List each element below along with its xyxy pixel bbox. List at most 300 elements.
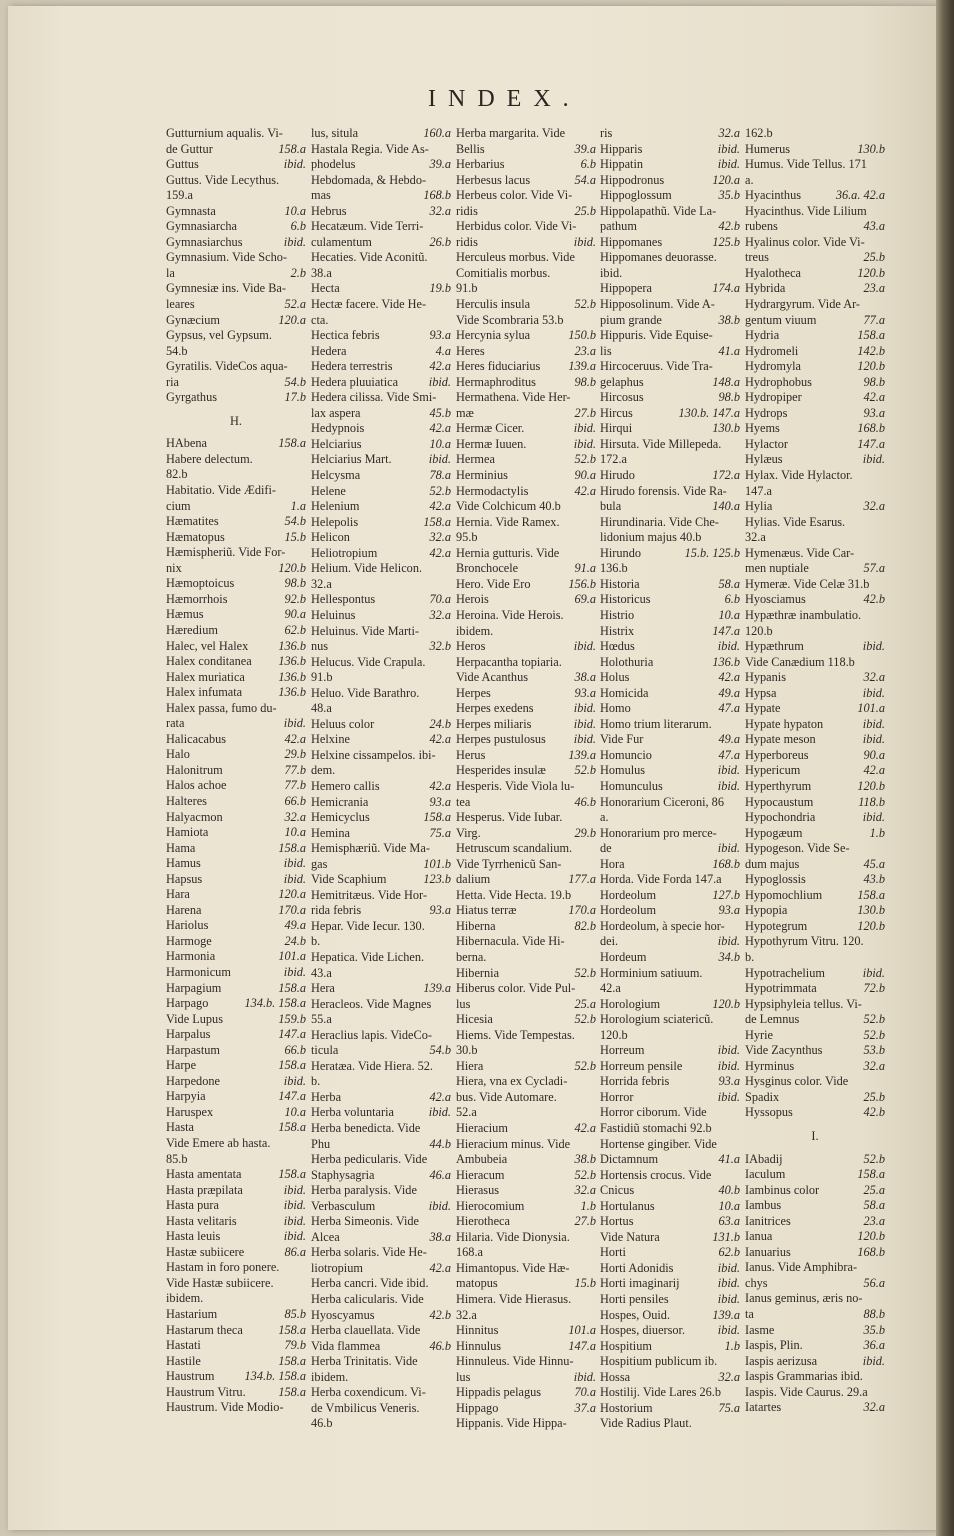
index-entry: Hepatica. Vide Lichen. (311, 949, 425, 964)
index-entry: 162.b (745, 126, 773, 140)
index-entry: 91.b (456, 281, 478, 296)
index-entry: 54.b Hæmatites (166, 514, 306, 529)
index-entry: 42.a Hedypnois (311, 421, 451, 436)
index-entry: ibid. Hamus (166, 856, 306, 871)
index-entry: ibid. Herba voluntaria (311, 1105, 451, 1120)
index-entry: 26.b culamentum (311, 234, 451, 249)
index-entry: 42.a Helxine (311, 732, 451, 747)
index-entry: 36.a. 42.a Hyacinthus (745, 188, 885, 203)
index-entry: 101.a Hypate (745, 701, 885, 716)
index-entry: 136.b Halex infumata (166, 685, 306, 700)
index-entry: 52.b Hiera (456, 1058, 596, 1073)
index-entry: 10.a Gymnasta (166, 203, 306, 218)
index-entry: Herbidus color. Vide Vi- (456, 219, 577, 234)
index-entry: ibid. de (600, 841, 740, 856)
index-entry: 66.b Halteres (166, 793, 306, 808)
index-entry: 42.b Hyosciamus (745, 592, 885, 607)
index-entry: 125.b Hippomanes (600, 234, 740, 249)
index-entry: Hircoceruus. Vide Tra- (600, 359, 713, 374)
index-entry: 52.b Hesperides insulæ (456, 763, 596, 778)
index-entry: Homo trium literarum. (600, 716, 712, 731)
index-entry: 158.a Hasta amentata (166, 1167, 306, 1182)
index-entry: 4.a Hedera (311, 343, 451, 358)
index-entry: 139.a Heres fiduciarius (456, 359, 596, 374)
index-entry: 32.a (311, 576, 332, 591)
index-entry: 98.b Hydrophobus (745, 374, 885, 389)
index-entry: ibid. Hedera pluuiatica (311, 374, 451, 389)
index-entry: 58.a Iambus (745, 1198, 885, 1213)
index-entry: Himantopus. Vide Hæ- (456, 1260, 570, 1275)
index-entry: 170.a Hiatus terræ (456, 903, 596, 918)
index-entry: 98.b Hermaphroditus (456, 374, 596, 389)
index-entry: Hostilij. Vide Lares 26.b (600, 1385, 721, 1400)
index-entry: 38.b Ambubeia (456, 1152, 596, 1167)
index-entry: 10.a Haruspex (166, 1104, 306, 1119)
index-entry: 159.b Vide Lupus (166, 1011, 306, 1026)
index-entry: Hesperis. Vide Viola lu- (456, 778, 575, 793)
index-entry: 120.a Hara (166, 887, 306, 902)
index-entry: 43.a (311, 965, 332, 980)
index-entry: 32.a Hebrus (311, 203, 451, 218)
index-entry: ibid. ridis (456, 234, 596, 249)
index-entry: Herba pedicularis. Vide (311, 1152, 428, 1167)
index-entry: 150.b Hercynia sylua (456, 328, 596, 343)
index-entry: Herba Trinitatis. Vide (311, 1354, 418, 1369)
index-entry: ibid. Hermæ Iuuen. (456, 436, 596, 451)
index-entry: 56.a chys (745, 1275, 885, 1290)
index-entry: ibid. Hippatin (600, 157, 740, 172)
index-entry: 54.b ria (166, 374, 306, 389)
index-entry: 43.a rubens (745, 219, 885, 234)
index-entry: ibidem. (456, 623, 494, 638)
index-entry: Honorarium Ciceroni, 86 (600, 794, 724, 809)
index-entry: 42.a Hypericum (745, 763, 885, 778)
index-entry: 158.a Iaculum (745, 1167, 885, 1182)
index-entry: ibid. Horror (600, 1089, 740, 1104)
index-entry: b. (311, 934, 321, 949)
index-entry: 70.a Hellespontus (311, 592, 451, 607)
index-entry: 123.b Vide Scaphium (311, 872, 451, 887)
index-entry: 32.a Halyacmon (166, 809, 306, 824)
index-entry: 45.a dum majus (745, 856, 885, 871)
index-entry: b. (745, 949, 755, 964)
index-entry: 42.a Hieracium (456, 1121, 596, 1135)
index-entry: 32.a Hierasus (456, 1183, 596, 1198)
index-entry: 93.a Hectica febris (311, 328, 451, 343)
index-entry: ibid. Hypotrachelium (745, 965, 885, 980)
index-entry: Vide Tyrrhenicũ San- (456, 856, 562, 871)
index-entry: 130.b. 147.a Hircus (600, 405, 740, 420)
index-entry: 32.a (745, 530, 766, 545)
index-entry: ibid. Homulus (600, 763, 740, 778)
index-entry: Herba clauellata. Vide (311, 1323, 421, 1338)
index-entry: 147.a (745, 483, 772, 498)
index-column-5 (745, 126, 885, 1416)
index-entry: 88.b ta (745, 1307, 885, 1322)
index-entry: 147.a Harpalus (166, 1027, 306, 1042)
index-entry: ibid. Hapsus (166, 871, 306, 886)
index-entry: 54.b ticula (311, 1043, 451, 1058)
index-entry: 6.b Historicus (600, 592, 740, 607)
index-entry: Horda. Vide Forda 147.a (600, 872, 722, 887)
index-entry: Hernia. Vide Ramex. (456, 514, 560, 529)
index-entry: 170.a Harena (166, 902, 306, 917)
index-entry: Herba coxendicum. Vi- (311, 1385, 426, 1400)
index-entry: 69.a Herois (456, 592, 596, 607)
index-entry: Vide Scombraria 53.b (456, 312, 564, 327)
index-entry: Hospitium publicum ib. (600, 1354, 718, 1369)
index-entry: 42.a (600, 981, 621, 996)
index-entry: 130.b Humerus (745, 141, 885, 156)
index-entry: 25.a lus (456, 996, 596, 1011)
index-entry: Heluo. Vide Barathro. (311, 685, 420, 700)
index-column-3 (456, 126, 596, 1432)
index-entry: 39.a Bellis (456, 141, 596, 156)
index-entry: Hirudo forensis. Vide Ra- (600, 483, 727, 498)
index-entry: 172.a Hirudo (600, 468, 740, 483)
index-entry: 140.a bula (600, 499, 740, 514)
index-entry: Herba cancri. Vide ibid. (311, 1276, 429, 1291)
index-entry: 35.b Hippoglossum (600, 188, 740, 203)
index-entry: Comitialis morbus. (456, 265, 551, 280)
index-entry: 42.a Herba (311, 1089, 451, 1104)
index-entry: Vide Hastæ subiicere. (166, 1275, 274, 1290)
index-entry: 17.b Gyrgathus (166, 390, 306, 405)
index-entry: 120.b Hydromyla (745, 359, 885, 374)
index-entry: 15.b matopus (456, 1276, 596, 1291)
index-entry: Hebdomada, & Hebdo- (311, 172, 427, 187)
index-entry: 160.a lus, situla (311, 126, 451, 140)
index-entry: 43.b Hypoglossis (745, 872, 885, 887)
index-entry: Hortensis crocus. Vide (600, 1167, 712, 1182)
index-column-1 (166, 126, 306, 1416)
index-entry: Heracleos. Vide Magnes (311, 996, 432, 1011)
index-entry: 52.a leares (166, 297, 306, 312)
index-entry: ibid. Hypate meson (745, 732, 885, 747)
index-entry: Herba benedicta. Vide (311, 1121, 421, 1135)
index-entry: 52.b Herculis insula (456, 297, 596, 312)
index-entry: Horologium sciatericũ. (600, 1012, 714, 1027)
index-entry: 25.a Iambinus color (745, 1182, 885, 1197)
index-entry: Haustrum. Vide Modio- (166, 1400, 284, 1415)
index-entry: ibid. Hospes, diuersor. (600, 1323, 740, 1338)
index-entry: ibid. Guttus (166, 157, 306, 172)
index-entry: 38.a Vide Acanthus (456, 670, 596, 685)
index-entry: Hastam in foro ponere. (166, 1260, 280, 1275)
index-entry: ibid. Hermæ Cicer. (456, 421, 596, 436)
section-heading: I. (811, 1129, 819, 1143)
index-entry: 139.a Herus (456, 747, 596, 762)
index-entry: 32.a Hylia (745, 499, 885, 514)
index-entry: 101.a Hinnitus (456, 1323, 596, 1338)
index-entry: 32.a Heluinus (311, 607, 451, 622)
index-entry: 1.b Hierocomium (456, 1198, 596, 1213)
index-entry: 75.a Hostorium (600, 1400, 740, 1415)
index-entry: Hemisphæriũ. Vide Ma- (311, 841, 430, 856)
index-entry: ibid. rata (166, 716, 306, 731)
index-entry: 54.a Herbesus lacus (456, 172, 596, 187)
index-entry: 58.a Historia (600, 576, 740, 591)
index-entry: Hæmispheriũ. Vide For- (166, 545, 286, 560)
index-entry: Gymnesiæ ins. Vide Ba- (166, 281, 286, 296)
index-entry: 52.b Hicesia (456, 1012, 596, 1027)
index-entry: ibid. Horreum pensile (600, 1058, 740, 1073)
index-entry: 30.b (456, 1043, 478, 1058)
index-entry: 174.a Hippopera (600, 281, 740, 296)
index-entry: ibid. Helciarius Mart. (311, 452, 451, 467)
index-entry: 52.b Hyrie (745, 1027, 885, 1042)
index-entry: 79.b Hastati (166, 1338, 306, 1353)
index-entry: 101.b gas (311, 856, 451, 871)
index-entry: 46.b (311, 1416, 333, 1431)
index-entry: ibidem. (311, 1369, 349, 1384)
index-entry: 1.a cium (166, 498, 306, 513)
index-entry: ibidem. (166, 1291, 204, 1306)
index-entry: 130.b Hirqui (600, 421, 740, 436)
index-entry: ibid. Horti pensiles (600, 1292, 740, 1307)
index-entry: Gymnasium. Vide Scho- (166, 250, 287, 265)
index-entry: ibid. Gymnasiarchus (166, 234, 306, 249)
index-entry: 2.b la (166, 265, 306, 280)
index-entry: ibid. Horti Adonidis (600, 1260, 740, 1275)
index-entry: 1.b Hypogæum (745, 825, 885, 840)
index-entry: 118.b Hypocaustum (745, 794, 885, 809)
index-entry: bus. Vide Automare. (456, 1089, 557, 1104)
index-entry: ibid. Herpes pustulosus (456, 732, 596, 747)
index-entry: Hippolapathũ. Vide La- (600, 203, 717, 218)
index-entry: 38.b pium grande (600, 312, 740, 327)
index-entry: 158.a Hypomochlium (745, 887, 885, 902)
index-entry: Hectæ facere. Vide He- (311, 297, 427, 312)
index-entry: Vide Canædium 118.b (745, 654, 855, 669)
index-entry: 93.a Hemicrania (311, 794, 451, 809)
index-entry: cta. (311, 312, 329, 327)
index-column-4 (600, 126, 740, 1432)
index-entry: Hypothyrum Vitru. 120. (745, 934, 864, 949)
index-entry: Vide Colchicum 40.b (456, 499, 561, 514)
index-entry: 29.b Virg. (456, 825, 596, 840)
index-entry: ibid. Hasta pura (166, 1198, 306, 1213)
index-entry: lidonium majus 40.b (600, 530, 702, 545)
index-entry: 32.a Helicon (311, 530, 451, 545)
index-entry: 52.b Hieracum (456, 1167, 596, 1182)
index-entry: 168.b Ianuarius (745, 1244, 885, 1259)
index-entry: 38.a (311, 265, 332, 280)
index-entry: 98.b Hæmoptoicus (166, 576, 306, 591)
index-entry: 32.b nus (311, 639, 451, 654)
index-entry: Hortense gingiber. Vide (600, 1136, 717, 1151)
index-entry: Herba Simeonis. Vide (311, 1214, 419, 1229)
index-entry: a. (745, 172, 754, 187)
index-entry: Heroina. Vide Herois. (456, 607, 564, 622)
index-entry: 158.a Helepolis (311, 514, 451, 529)
index-entry: 42.a Halicacabus (166, 731, 306, 746)
index-entry: Hylax. Vide Hylactor. (745, 468, 853, 483)
index-entry: 90.a Hæmus (166, 607, 306, 622)
index-entry: 168.b Hora (600, 856, 740, 871)
index-entry: 120.b (600, 1027, 628, 1042)
index-entry: 38.a Alcea (311, 1229, 451, 1244)
index-entry: 45.b lax aspera (311, 405, 451, 420)
index-entry: 49.a Homicida (600, 685, 740, 700)
index-entry: 120.b Ianua (745, 1229, 885, 1244)
index-entry: 70.a Hippadis pelagus (456, 1385, 596, 1400)
index-entry: 6.b Gymnasiarcha (166, 219, 306, 234)
index-entry: ibid. Hypæthrum (745, 639, 885, 654)
index-entry: Helucus. Vide Crapula. (311, 654, 426, 669)
index-entry: 32.a (456, 1307, 477, 1322)
index-entry: Heratæa. Vide Hiera. 52. (311, 1058, 433, 1073)
index-entry: 25.b ridis (456, 203, 596, 218)
index-entry: 91.a Bronchocele (456, 561, 596, 576)
index-entry: 72.b Hypotrimmata (745, 981, 885, 996)
index-entry: 120.a Gynæcium (166, 312, 306, 327)
index-entry: ibid. Hasta præpilata (166, 1182, 306, 1197)
index-entry: Habitatio. Vide Ædifi- (166, 483, 277, 498)
index-entry: Horminium satiuum. (600, 965, 703, 980)
index-entry: 158.a de Guttur (166, 141, 306, 156)
index-entry: 168.b mas (311, 188, 451, 203)
index-entry: ibid. Hasta leuis (166, 1229, 306, 1244)
index-entry: 6.b Herbarius (456, 157, 596, 172)
index-entry: 147.a Hylactor (745, 436, 885, 451)
index-entry: 41.a Dictamnum (600, 1152, 740, 1167)
index-entry: 158.a Hastile (166, 1353, 306, 1368)
index-entry: Hiems. Vide Tempestas. (456, 1027, 575, 1042)
index-entry: 90.a Herminius (456, 468, 596, 483)
index-entry: 25.b Spadix (745, 1089, 885, 1104)
index-entry: Hydrargyrum. Vide Ar- (745, 297, 861, 312)
index-entry: 120.b Hyalotheca (745, 265, 885, 280)
index-entry: ibid. dei. (600, 934, 740, 949)
index-entry: 32.a Hossa (600, 1369, 740, 1384)
index-entry: Hordeolum, à specie hor- (600, 918, 725, 933)
index-entry: 52.b IAbadij (745, 1151, 885, 1166)
index-entry: 48.a (311, 701, 332, 716)
index-entry: 130.b Hypopia (745, 903, 885, 918)
index-entry: 55.a (311, 1012, 332, 1027)
index-entry: Hippanis. Vide Hippa- (456, 1416, 567, 1431)
index-entry: 136.b Halex muriatica (166, 669, 306, 684)
index-entry: 168.b Hyems (745, 421, 885, 436)
index-entry: 52.b de Lemnus (745, 1012, 885, 1027)
index-entry: 136.b Halex conditanea (166, 654, 306, 669)
index-entry: 15.b Hæmatopus (166, 529, 306, 544)
index-entry: 34.b Hordeum (600, 949, 740, 964)
index-entry: 158.a Hasta (166, 1120, 306, 1135)
index-entry: 158.a Hama (166, 840, 306, 855)
index-entry: 158.a HAbena (166, 436, 306, 451)
index-entry: 136.b (600, 561, 628, 576)
index-entry: Gutturnium aqualis. Vi- (166, 126, 283, 140)
index-entry: Hilaria. Vide Dionysia. (456, 1229, 570, 1244)
index-entry: ibid. Harpedone (166, 1073, 306, 1088)
index-entry: 147.a Histrix (600, 623, 740, 638)
index-entry: 93.a Hydrops (745, 405, 885, 420)
index-entry: 42.a Holus (600, 670, 740, 685)
index-entry: ibid. Harmonicum (166, 964, 306, 979)
index-entry: 93.a rida febris (311, 903, 451, 918)
index-entry: 42.b pathum (600, 219, 740, 234)
index-entry: 46.b tea (456, 794, 596, 809)
index-entry: Herbeus color. Vide Vi- (456, 188, 573, 203)
index-entry: Hetruscum scandalium. (456, 841, 573, 856)
index-entry: 156.b Hero. Vide Ero (456, 576, 596, 591)
index-entry: Hetta. Vide Hecta. 19.b (456, 887, 572, 902)
index-entry: 148.a gelaphus (600, 374, 740, 389)
index-entry: 93.a Herpes (456, 685, 596, 700)
index-entry: 39.a phodelus (311, 157, 451, 172)
index-entry: 10.a Hortulanus (600, 1198, 740, 1213)
index-entry: Hecaties. Vide Aconitũ. (311, 250, 428, 265)
index-entry: Horror ciborum. Vide (600, 1105, 707, 1120)
index-entry: Hypsiphyleia tellus. Vi- (745, 996, 862, 1011)
index-entry: 172.a (600, 452, 627, 467)
index-entry: 40.b Cnicus (600, 1183, 740, 1198)
index-entry: 158.a Hydria (745, 328, 885, 343)
index-entry: Hesperus. Vide Iubar. (456, 810, 563, 825)
index-entry: Herba margarita. Vide (456, 126, 566, 140)
index-entry: 82.b Hiberna (456, 918, 596, 933)
index-entry: Hippuris. Vide Equise- (600, 328, 713, 343)
index-entry: Ianus. Vide Amphibra- (745, 1260, 858, 1275)
index-entry: 42.a Heliotropium (311, 545, 451, 560)
index-entry: Herpacantha topiaria. (456, 654, 562, 669)
index-entry: ibid. Herpes miliaris (456, 716, 596, 731)
index-entry: 120.a Hippodronus (600, 172, 740, 187)
index-entry: 131.b Vide Natura (600, 1229, 740, 1244)
index-entry: 92.b Hæmorrhois (166, 591, 306, 606)
index-entry: 32.a Iatartes (745, 1400, 885, 1415)
index-entry: ibid. Verbasculum (311, 1198, 451, 1213)
index-entry: 32.a ris (600, 126, 740, 140)
index-entry: 177.a dalium (456, 872, 596, 887)
index-entry: 52.b Hermea (456, 452, 596, 467)
index-entry: Hinnuleus. Vide Hinnu- (456, 1354, 574, 1369)
index-entry: 77.b Halos achoe (166, 778, 306, 793)
section-heading: H. (230, 413, 242, 428)
index-entry: ibid. Heros (456, 639, 596, 654)
index-entry: 158.a Hastarum theca (166, 1322, 306, 1337)
index-entry: Herculeus morbus. Vide (456, 250, 575, 265)
index-entry: de Vmbilicus Veneris. (311, 1400, 420, 1415)
index-entry: 159.a (166, 188, 193, 203)
index-entry: berna. (456, 949, 487, 964)
index-entry: 82.b (166, 467, 188, 482)
index-entry: 158.a Hemicyclus (311, 810, 451, 825)
index-entry: Habere delectum. (166, 451, 253, 466)
index-entry: b. (311, 1074, 321, 1089)
index-entry: ibid. Iaspis aerizusa (745, 1353, 885, 1368)
index-entry: 10.a Histrio (600, 607, 740, 622)
index-entry: Gypsus, vel Gypsum. (166, 328, 272, 343)
book-fore-edge (936, 0, 954, 1536)
index-entry: 47.a Homo (600, 701, 740, 716)
index-entry: Hymeræ. Vide Celæ 31.b (745, 576, 870, 591)
index-entry: ibid. Hypochondria (745, 810, 885, 825)
index-entry: Hypogeson. Vide Se- (745, 841, 850, 856)
index-entry: 62.b Hæredium (166, 622, 306, 637)
index-entry: 25.b treus (745, 250, 885, 265)
index-entry: ibid. Hypsa (745, 685, 885, 700)
index-entry: 52.b Helene (311, 483, 451, 498)
index-entry: 10.a Hamiota (166, 825, 306, 840)
index-entry: Hipposolinum. Vide A- (600, 297, 715, 312)
page-title: INDEX. (428, 86, 581, 112)
index-entry: Heraclius lapis. VideCo- (311, 1027, 432, 1042)
index-entry: 54.b (166, 343, 188, 358)
index-entry: 134.b. 158.a Harpago (166, 996, 306, 1011)
